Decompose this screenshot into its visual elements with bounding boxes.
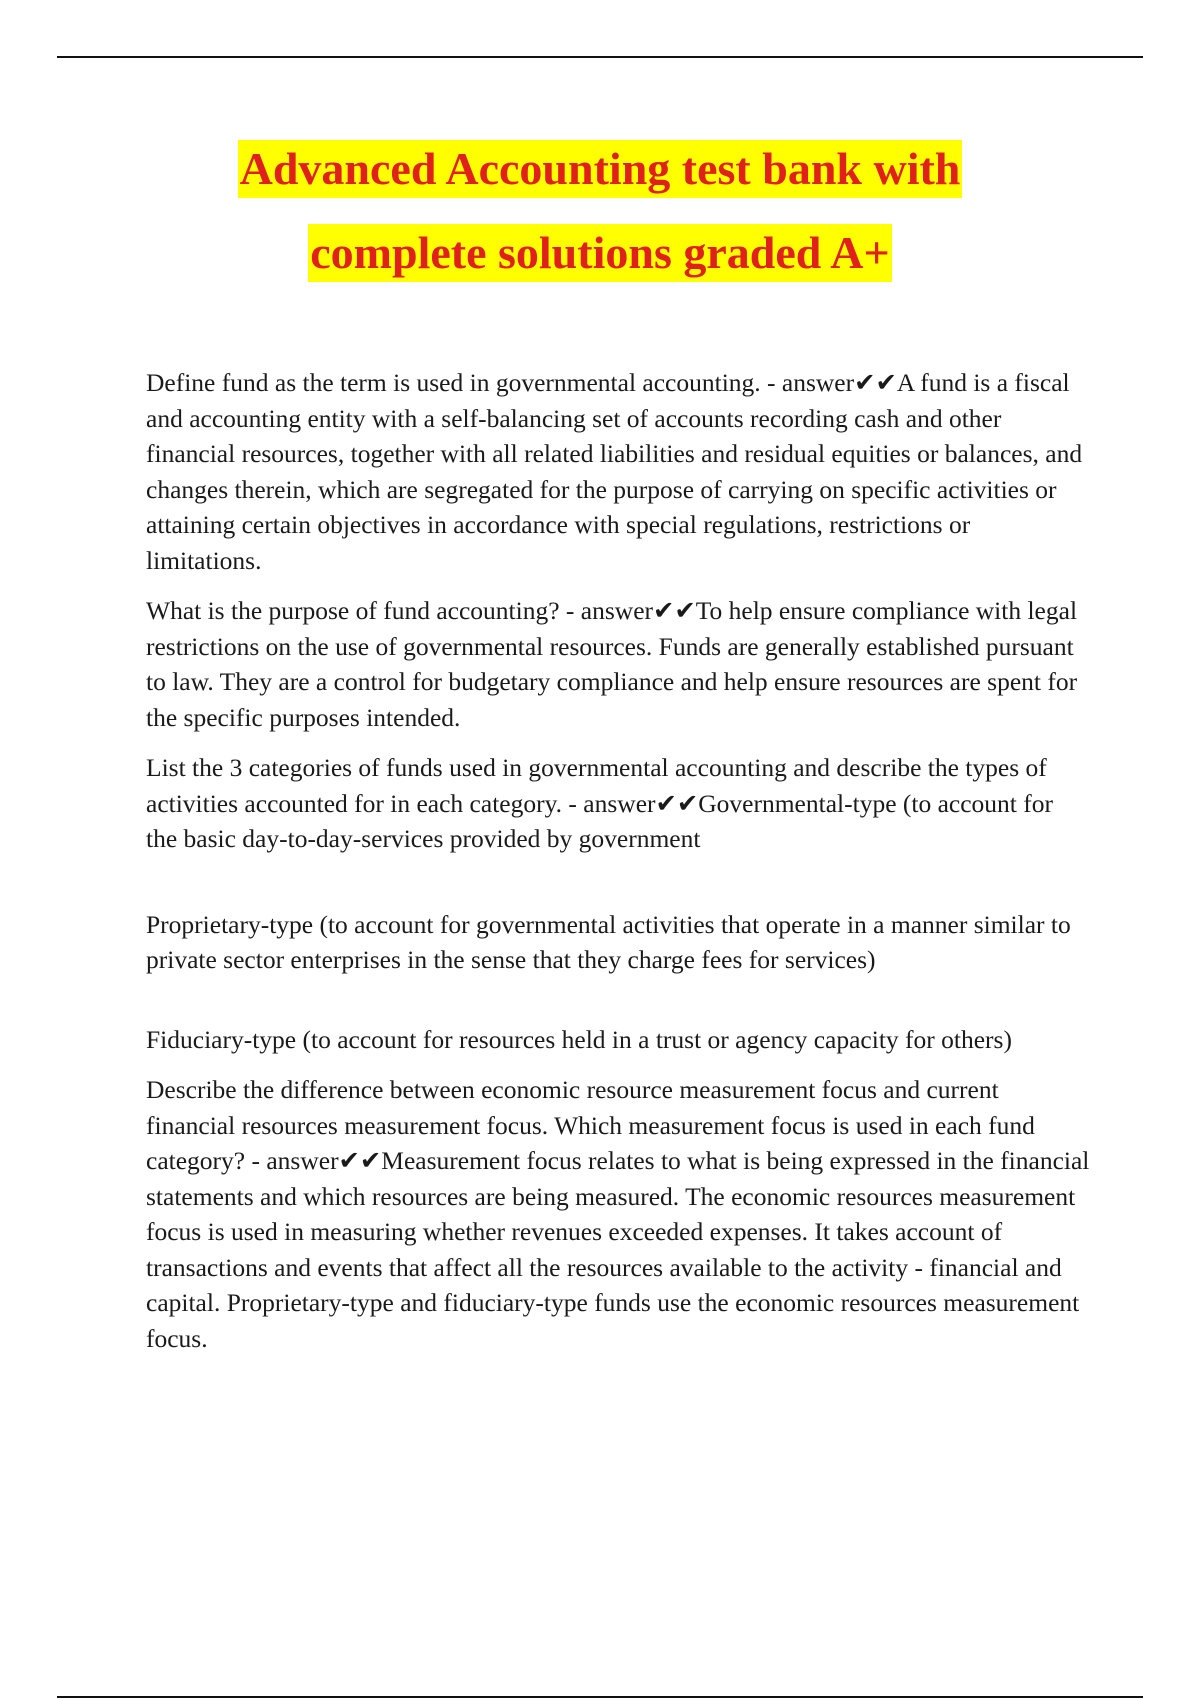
paragraph-gap — [146, 978, 1090, 1022]
qa-entry-fund-definition — [146, 365, 1090, 578]
qa-text: Describe the difference between economic resource measurement focus and current financial resources measurement focus. Which measurement focus is used in each fund category? - answer✔✔Measurement focus relates to what is being expressed in the financial statements and which resources are being measured. The economic resources measurement focus is used in measuring whether revenues exceeded expenses. It takes account of transactions and events that affect all the resources available to the activity - financial and capital. Proprietary-type and fiduciary-type funds use the economic resources measurement focus. — [146, 1075, 1090, 1353]
qa-text: List the 3 categories of funds used in governmental accounting and describe the types of activities accounted for in each category. - answer✔✔Governmental-type (to account for the basic day-to-day-services provided by government — [146, 753, 1053, 853]
document-title — [0, 140, 1200, 308]
qa-continuation: Fiduciary-type (to account for resources held in a trust or agency capacity for others) — [146, 1024, 1012, 1054]
qa-entry-fund-purpose — [146, 593, 1090, 735]
qa-text: Define fund as the term is used in governmental accounting. - answer✔✔A fund is a fiscal and accounting entity with a self-balancing set of accounts recording cash and other financial resources, together with all related liabilities and residual equities or balances, and changes therein, which are segregated for the purpose of carrying on specific activities or attaining certain objectives in accordance with special regulations, restrictions or limitations. — [146, 368, 1083, 575]
title-line-1: Advanced Accounting test bank with — [238, 140, 963, 198]
title-line-2: complete solutions graded A+ — [308, 224, 892, 282]
qa-continuation: Proprietary-type (to account for governmental activities that operate in a manner similar to private sector enterprises in the sense that they charge fees for services) — [146, 909, 1071, 974]
footer-rule — [57, 1696, 1143, 1698]
qa-text: What is the purpose of fund accounting? - answer✔✔To help ensure compliance with legal restrictions on the use of governmental resources. Funds are generally established pursuant to law. They are a control for budgetary compliance and help ensure resources are spent for the specific purposes intended. — [146, 596, 1078, 732]
qa-entry-fund-categories — [146, 750, 1090, 1057]
document-body — [146, 365, 1090, 1371]
qa-entry-measurement-focus — [146, 1072, 1090, 1356]
paragraph-gap — [146, 857, 1090, 907]
header-rule — [57, 56, 1143, 58]
